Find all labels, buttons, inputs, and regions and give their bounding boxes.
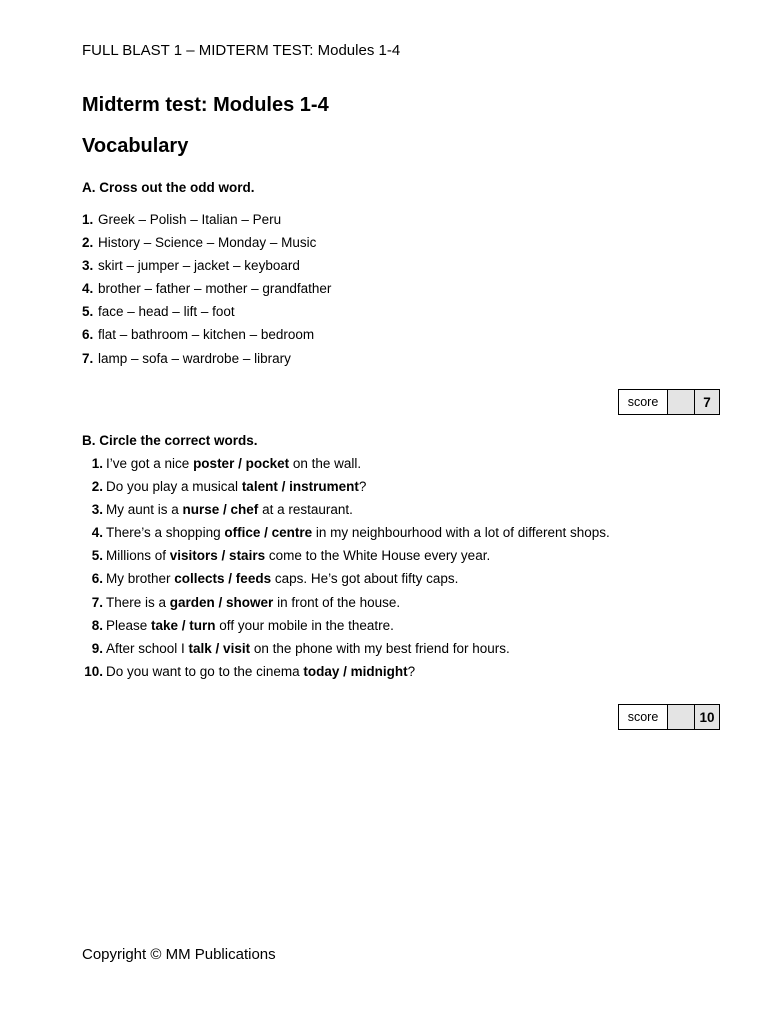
list-item: [82, 455, 610, 478]
sentence-start: I’ve got a nice: [106, 456, 194, 471]
list-item: [82, 234, 331, 257]
sentence-start: There is a: [106, 594, 170, 610]
item-text: face – head – lift – foot: [98, 304, 235, 320]
item-number: 3.: [82, 258, 94, 274]
sentence-start: My aunt is a: [106, 502, 183, 518]
item-number: 6.: [91, 571, 103, 587]
item-number: 1.: [91, 456, 103, 471]
item-text: skirt – jumper – jacket – keyboard: [98, 258, 300, 274]
item-number: 5.: [82, 304, 94, 320]
item-text: Greek – Polish – Italian – Peru: [98, 212, 282, 227]
part-a-instruction: A. Cross out the odd word.: [82, 180, 255, 195]
list-item: [82, 594, 610, 617]
sentence-end: caps. He’s got about fifty caps.: [271, 571, 459, 587]
item-number: 1.: [82, 212, 94, 227]
page-title: Midterm test: Modules 1-4: [82, 94, 329, 116]
list-item: [82, 350, 331, 373]
score-label: score: [619, 705, 668, 729]
answer-options: office / centre: [224, 525, 313, 541]
item-number: 6.: [82, 327, 94, 343]
item-text: History – Science – Monday – Music: [98, 235, 317, 251]
answer-options: collects / feeds: [174, 571, 272, 587]
sentence-end: ?: [407, 663, 416, 679]
sentence-end: come to the White House every year.: [265, 548, 491, 564]
list-item: [82, 211, 331, 234]
sentence-end: at a restaurant.: [258, 502, 353, 518]
answer-options: garden / shower: [169, 594, 274, 610]
list-item: [82, 257, 331, 280]
list-item: [82, 640, 610, 663]
item-text: brother – father – mother – grandfather: [98, 281, 332, 297]
list-item: [82, 303, 331, 326]
item-number: 5.: [91, 548, 103, 564]
item-number: 7.: [82, 350, 94, 366]
list-item: [82, 570, 610, 593]
answer-options: talent / instrument: [241, 479, 359, 495]
sentence-start: Millions of: [106, 548, 170, 564]
score-entry-field[interactable]: [668, 705, 695, 729]
sentence-start: Do you want to go to the cinema: [106, 663, 304, 679]
answer-options: nurse / chef: [182, 502, 259, 518]
list-item: [82, 617, 610, 640]
sentence-start: There’s a shopping: [106, 525, 225, 541]
item-number: 8.: [91, 617, 103, 633]
list-item: [82, 524, 610, 547]
sentence-start: Please: [106, 617, 152, 633]
sentence-start: After school I: [106, 640, 189, 656]
sentence-end: on the wall.: [289, 456, 362, 471]
score-total: 7: [695, 390, 719, 414]
item-number: 3.: [91, 502, 103, 518]
list-item: [82, 501, 610, 524]
sentence-end: in my neighbourhood with a lot of different shops.: [312, 525, 610, 541]
item-number: 4.: [82, 281, 94, 297]
part-a-score-box: [618, 389, 720, 415]
part-b-score-box: [618, 704, 720, 730]
sentence-end: in front of the house.: [273, 594, 401, 610]
score-label: score: [619, 390, 668, 414]
sentence-start: Do you play a musical: [106, 479, 242, 495]
answer-options: visitors / stairs: [169, 548, 266, 564]
item-number: 9.: [91, 640, 103, 656]
test-page: [82, 0, 722, 1024]
answer-options: talk / visit: [188, 640, 251, 656]
score-total: 10: [695, 705, 719, 729]
part-b-instruction: B. Circle the correct words.: [82, 433, 258, 448]
list-item: [82, 326, 331, 349]
item-number: 10.: [84, 663, 103, 679]
list-item: [82, 478, 610, 501]
item-number: 4.: [91, 525, 103, 541]
item-number: 2.: [82, 235, 94, 251]
list-item: [82, 280, 331, 303]
item-text: flat – bathroom – kitchen – bedroom: [98, 327, 315, 343]
item-text: lamp – sofa – wardrobe – library: [98, 350, 291, 366]
sentence-end: on the phone with my best friend for hours.: [250, 640, 510, 656]
sentence-start: My brother: [106, 571, 175, 587]
sentence-end: off your mobile in the theatre.: [215, 617, 394, 633]
item-number: 2.: [91, 479, 103, 495]
section-heading-vocabulary: Vocabulary: [82, 135, 189, 157]
sentence-end: ?: [358, 479, 367, 495]
answer-options: today / midnight: [303, 663, 408, 679]
answer-options: poster / pocket: [193, 456, 290, 471]
part-b-list: [82, 455, 610, 686]
part-a-list: [82, 211, 331, 373]
score-entry-field[interactable]: [668, 390, 695, 414]
running-header: FULL BLAST 1 – MIDTERM TEST: Modules 1-4: [82, 42, 401, 59]
copyright-notice: Copyright © MM Publications: [82, 946, 276, 963]
list-item: [82, 547, 610, 570]
list-item: [82, 663, 610, 686]
answer-options: take / turn: [151, 617, 216, 633]
item-number: 7.: [91, 594, 103, 610]
